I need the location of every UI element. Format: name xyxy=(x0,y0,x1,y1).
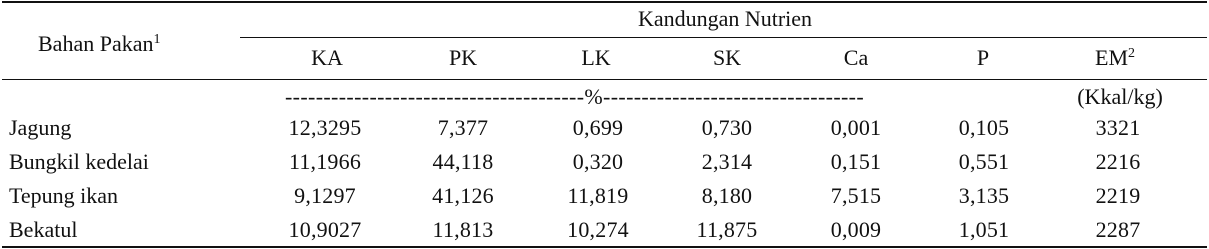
row-name: Tepung ikan xyxy=(9,183,119,208)
table-cell: 3,135 xyxy=(958,183,1010,208)
table-cell: 3321 xyxy=(1095,115,1141,140)
table-cell: 7,515 xyxy=(830,183,882,208)
table-cell: 0,551 xyxy=(958,149,1010,174)
table-cell: 0,105 xyxy=(958,115,1010,140)
table-cell: 10,274 xyxy=(567,217,629,242)
col-header-sk: SK xyxy=(712,45,742,70)
group-title: Kandungan Nutrien xyxy=(637,6,813,31)
table-cell: 11,813 xyxy=(432,217,494,242)
table-cell: 0,730 xyxy=(701,115,753,140)
col-header-p: P xyxy=(976,45,990,70)
col-header-lk: LK xyxy=(581,45,611,70)
table-cell: 2216 xyxy=(1095,149,1141,174)
unit-em: (Kkal/kg) xyxy=(1077,84,1163,109)
table-cell: 2219 xyxy=(1095,183,1141,208)
row-name: Jagung xyxy=(9,115,72,140)
col-header-ca: Ca xyxy=(843,45,869,70)
col-header-ka: KA xyxy=(311,45,343,70)
table-cell: 12,3295 xyxy=(288,115,362,140)
table-cell: 44,118 xyxy=(432,149,494,174)
table-cell: 1,051 xyxy=(958,217,1010,242)
group-underline xyxy=(240,37,1207,38)
col-header-em: $EM^2$ xyxy=(1095,45,1135,70)
table-cell: 11,819 xyxy=(567,183,629,208)
table-cell: 7,377 xyxy=(437,115,489,140)
table-cell: 0,699 xyxy=(572,115,624,140)
table-cell: 0,009 xyxy=(830,217,882,242)
top-rule xyxy=(2,1,1207,3)
unit-percent: ---------------------------------------%---------------------------------- xyxy=(285,84,865,109)
table-cell: 0,001 xyxy=(830,115,882,140)
row-name: Bekatul xyxy=(9,217,78,242)
header-bottom-rule xyxy=(2,79,1207,80)
table-cell: 2287 xyxy=(1095,217,1141,242)
table-cell: 0,151 xyxy=(830,149,882,174)
table-cell: 11,1966 xyxy=(288,149,362,174)
row-label-header: Bahan Pakan$^1$ xyxy=(38,31,161,56)
table-cell: 0,320 xyxy=(572,149,624,174)
table-cell: 41,126 xyxy=(432,183,494,208)
table-cell: 8,180 xyxy=(701,183,753,208)
bottom-rule xyxy=(2,246,1207,248)
table-cell: 10,9027 xyxy=(288,217,362,242)
table-cell: 11,875 xyxy=(696,217,758,242)
row-name: Bungkil kedelai xyxy=(9,149,149,174)
col-header-pk: PK xyxy=(448,45,478,70)
table-cell: 9,1297 xyxy=(294,183,356,208)
table-cell: 2,314 xyxy=(701,149,753,174)
